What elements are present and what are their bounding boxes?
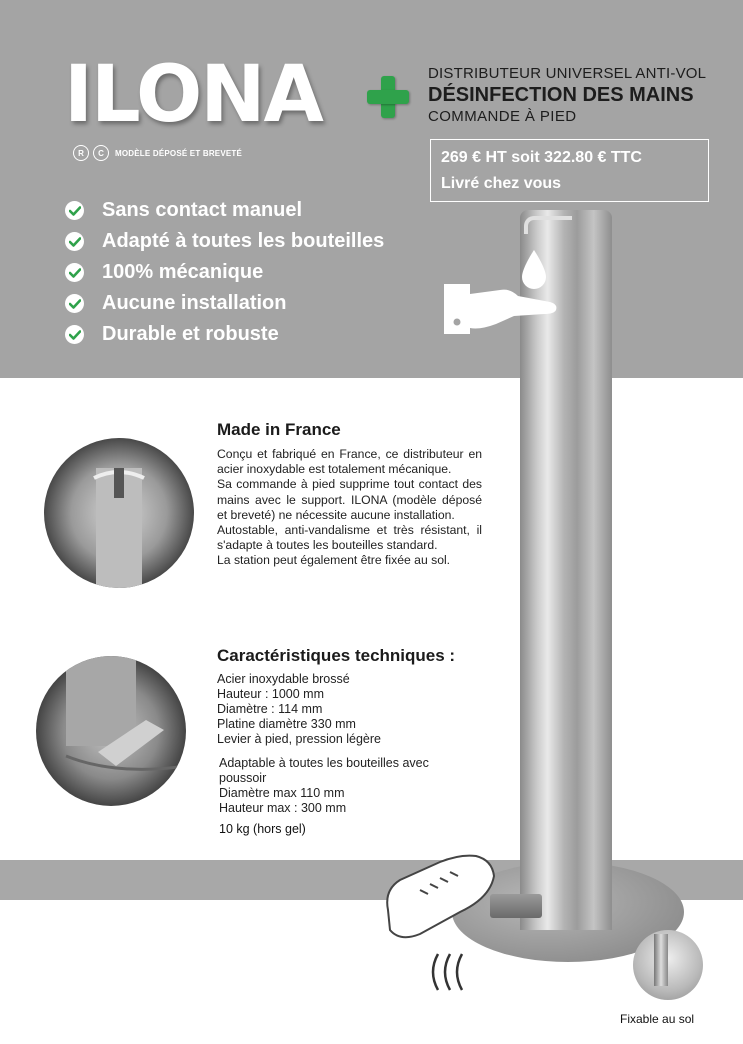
paragraph: Sa commande à pied supprime tout contact des mains avec le support. ILONA (modèle déposé et breveté) ne nécessite aucune installation.	[217, 477, 482, 522]
check-icon	[65, 294, 84, 313]
bottle-specs	[219, 756, 479, 816]
subtitle-line-3: COMMANDE À PIED	[428, 108, 577, 125]
price-text: 269 € HT soit 322.80 € TTC	[441, 149, 642, 166]
spec-item: Levier à pied, pression légère	[217, 732, 381, 746]
spec-item: Diamètre : 114 mm	[217, 702, 323, 716]
check-icon	[65, 325, 84, 344]
fixable-caption: Fixable au sol	[620, 1012, 695, 1026]
spec-item: Adaptable à toutes les bouteilles avec poussoir	[219, 756, 429, 785]
subtitle-line-2: DÉSINFECTION DES MAINS	[428, 84, 694, 106]
weight-text: 10 kg (hors gel)	[219, 822, 306, 836]
pharmacy-cross-icon	[367, 76, 409, 118]
motion-lines-icon	[424, 950, 474, 994]
copyright-mark: C	[93, 145, 109, 161]
delivery-text: Livré chez vous	[441, 175, 562, 192]
pedal-detail-photo	[36, 656, 186, 806]
feature-item	[65, 257, 384, 288]
hand-icon	[440, 280, 560, 340]
spec-item: Hauteur : 1000 mm	[217, 687, 324, 701]
feature-list	[65, 195, 384, 350]
subtitle-line-1: DISTRIBUTEUR UNIVERSEL ANTI-VOL	[428, 65, 707, 82]
check-icon	[65, 263, 84, 282]
feature-item	[65, 288, 384, 319]
paragraph: Autostable, anti-vandalisme et très résistant, il s'adapte à toutes les bouteilles standard.	[217, 523, 482, 553]
registration-text: MODÈLE DÉPOSÉ ET BREVETÉ	[115, 148, 243, 158]
feature-label: Aucune installation	[102, 292, 287, 314]
spec-item: Platine diamètre 330 mm	[217, 717, 356, 731]
floor-fixed-pole	[654, 934, 668, 986]
shoe-icon	[380, 850, 500, 940]
feature-label: Durable et robuste	[102, 323, 279, 345]
check-icon	[65, 232, 84, 251]
feature-item	[65, 319, 384, 350]
registered-mark: R	[73, 145, 89, 161]
paragraph: La station peut également être fixée au sol.	[217, 553, 451, 568]
spout-detail-photo	[44, 438, 194, 588]
made-in-france-heading: Made in France	[217, 420, 341, 439]
tech-specs	[217, 672, 381, 747]
feature-item	[65, 195, 384, 226]
spec-item: Acier inoxydable brossé	[217, 672, 350, 686]
registration-badges	[73, 145, 242, 161]
feature-label: 100% mécanique	[102, 261, 264, 283]
price-box	[430, 139, 709, 202]
check-icon	[65, 201, 84, 220]
dispenser-spout	[524, 216, 572, 234]
feature-label: Adapté à toutes les bouteilles	[102, 230, 385, 252]
spec-item: Hauteur max : 300 mm	[219, 801, 347, 815]
made-in-france-text	[217, 447, 482, 569]
brand-logo: ILONA	[64, 50, 322, 140]
tech-heading: Caractéristiques techniques :	[217, 646, 456, 665]
feature-label: Sans contact manuel	[102, 199, 303, 221]
floor-fixed-thumbnail	[633, 930, 703, 1000]
feature-item	[65, 226, 384, 257]
paragraph: Conçu et fabriqué en France, ce distributeur en acier inoxydable est totalement mécanique.	[217, 447, 482, 477]
spec-item: Diamètre max 110 mm	[219, 786, 345, 800]
